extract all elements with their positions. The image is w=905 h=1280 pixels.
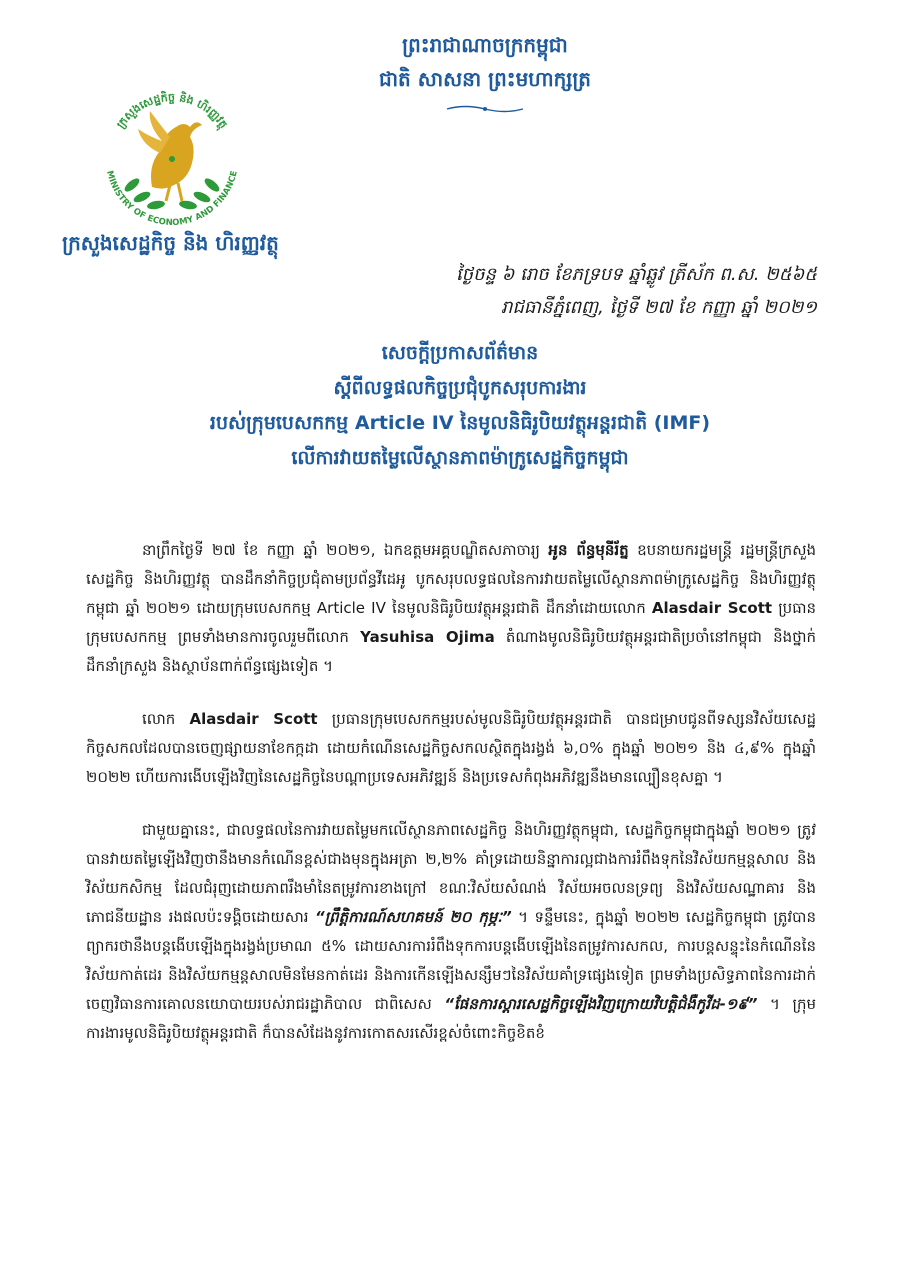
paragraph-2 <box>86 705 816 792</box>
title-line-2: ស្តីពីលទ្ធផលកិច្ចប្រជុំបូកសរុបការងារ <box>333 377 587 399</box>
paragraph-3 <box>86 816 816 1048</box>
kingdom-header <box>330 28 640 120</box>
paragraph-1 <box>86 536 816 681</box>
p1-text-d: តំណាងមូលនិធិរូបិយវត្ថុអន្តរជាតិប្រចាំនៅកម្ពុជា និងថ្នាក់ដឹកនាំក្រសួង និងស្ថាប័នពាក់ព័ន្ធផ្សេងទៀត ។ <box>86 628 816 675</box>
title-line-3: របស់ក្រុមបេសកកម្ម Article IV នៃមូលនិធិរូបិយវត្ថុអន្តរជាតិ (IMF) <box>209 412 711 434</box>
ornament-divider-icon <box>445 102 525 116</box>
solar-date: រាជធានីភ្នំពេញ, ថ្ងៃទី ២៧ ខែ កញ្ញា ឆ្នាំ ២០២១ <box>501 297 817 318</box>
p3-text-b: ។ ទន្ទឹមនេះ, ក្នុងឆ្នាំ ២០២២ សេដ្ឋកិច្ចកម្ពុជា ត្រូវបានព្យាករថានឹងបន្តងើបឡើងក្នុងរង្វង់ប្រមាណ ៥% ដោយសារការរំពឹងទុកការបន្តងើបឡើងនៃតម្រូវការសកល, ការបន្តសន្ទុះនៃកំណើននៃវិស័យកាត់ដេរ និងវិស័យកម្មន្តសាលមិនមែនកាត់ដេរ និងការកើនឡើងសន្សឹមៗនៃវិស័យគាំទ្រផ្សេងទៀត ព្រមទាំងប្រសិទ្ធភាពនៃការដាក់ចេញវិធានការគោលនយោបាយរបស់រាជរដ្ឋាភិបាល ជាពិសេស <box>86 908 816 1013</box>
logo-ring-text-kh: ក្រសួងសេដ្ឋកិច្ច និង ហិរញ្ញវត្ថុ <box>114 90 231 131</box>
lunar-date: ថ្ងៃចន្ទ ៦ រោច ខែភទ្របទ ឆ្នាំឆ្លូវ ត្រីស័ក ព.ស. ២៥៦៥ <box>455 264 817 285</box>
deputy-pm-name: អូន ព័ន្ធមុនីរ័ត្ន <box>548 541 629 559</box>
kingdom-title: ព្រះរាជាណាចក្រកម្ពុជា <box>402 33 568 57</box>
event-name: “ព្រឹត្តិការណ៍សហគមន៍ ២០ កុម្ភៈ” <box>314 908 512 926</box>
p1-text-b: ឧបនាយករដ្ឋមន្ត្រី រដ្ឋមន្ត្រីក្រសួងសេដ្ឋកិច្ច និងហិរញ្ញវត្ថុ បានដឹកនាំកិច្ចប្រជុំតាមប្រព័ន្ធវីដេអូ បូកសរុបលទ្ធផលនៃការវាយតម្លៃលើស្ថានភាពម៉ាក្រូសេដ្ឋកិច្ច និងហិរញ្ញវត្ថុកម្ពុជា ឆ្នាំ ២០២១ ដោយក្រុមបេសកកម្ម Article IV នៃមូលនិធិរូបិយវត្ថុអន្តរជាតិ ដឹកនាំដោយលោក <box>86 541 816 617</box>
p2-text-a: លោក <box>142 710 190 728</box>
p2-text-b: ប្រធានក្រុមបេសកកម្មរបស់មូលនិធិរូបិយវត្ថុអន្តរជាតិ បានជម្រាបជូនពីទស្សនវិស័យសេដ្ឋកិច្ចសកលដែលបានចេញផ្សាយនាខែកក្កដា ដោយកំណើនសេដ្ឋកិច្ចសកលស្ថិតក្នុងរង្វង់ ៦,០% ក្នុងឆ្នាំ ២០២១ និង ៤,៩% ក្នុងឆ្នាំ ២០២២ ហើយការងើបឡើងវិញនៃសេដ្ឋកិច្ចនៃបណ្តាប្រទេសអភិវឌ្ឍន៍ និងប្រទេសកំពុងអភិវឌ្ឍនឹងមានល្បឿនខុសគ្នា ។ <box>86 710 817 786</box>
p1-text-c: ប្រធានក្រុមបេសកកម្ម ព្រមទាំងមានការចូលរួមពីលោក <box>86 599 816 646</box>
document-body <box>86 536 816 1048</box>
mission-chief-name: Alasdair Scott <box>651 599 773 617</box>
ministry-logo <box>92 75 252 235</box>
title-line-4: លើការវាយតម្លៃលើស្ថានភាពម៉ាក្រូសេដ្ឋកិច្ចកម្ពុជា <box>291 447 629 469</box>
p3-text-a: ជាមួយគ្នានេះ, ជាលទ្ធផលនៃការវាយតម្លៃមកលើស្ថានភាពសេដ្ឋកិច្ច និងហិរញ្ញវត្ថុកម្ពុជា, សេដ្ឋកិច្ចកម្ពុជាក្នុងឆ្នាំ ២០២១ ត្រូវបានវាយតម្លៃឡើងវិញថានឹងមានកំណើនខ្ពស់ជាងមុនក្នុងអត្រា ២,២% គាំទ្រដោយនិន្នាការល្អជាងការរំពឹងទុកនៃវិស័យកម្មន្តសាល និងវិស័យកសិកម្ម ដែលជំរុញដោយភាពរឹងមាំនៃតម្រូវការខាងក្រៅ ខណៈវិស័យសំណង់ វិស័យអចលនទ្រព្យ និងវិស័យសណ្ឋាគារ និងភោជនីយដ្ឋាន រងផលប៉ះទង្គិចដោយសារ <box>86 821 816 926</box>
imf-representative-name: Yasuhisa Ojima <box>360 628 495 646</box>
logo-ring-text-en: MINISTRY OF ECONOMY AND FINANCE <box>104 169 240 229</box>
rooster-icon <box>138 111 202 201</box>
mission-chief-name: Alasdair Scott <box>189 710 318 728</box>
p1-text-a: នាព្រឹកថ្ងៃទី ២៧ ខែ កញ្ញា ឆ្នាំ ២០២១, ឯកឧត្តមអគ្គបណ្ឌិតសភាចារ្យ <box>142 541 549 559</box>
p3-text-c: ។ ក្រុមការងារមូលនិធិរូបិយវត្ថុអន្តរជាតិ ក៏បានសំដែងនូវការកោតសរសើរខ្ពស់ចំពោះកិច្ចខិតខំ <box>86 995 816 1042</box>
national-motto: ជាតិ សាសនា ព្រះមហាក្សត្រ <box>379 67 591 91</box>
recovery-plan-name: “ផែនការស្តារសេដ្ឋកិច្ចឡើងវិញក្រោយវិបត្តិជំងឺកូវីដ-១៩” <box>444 995 758 1013</box>
ministry-name: ក្រសួងសេដ្ឋកិច្ច និង ហិរញ្ញវត្ថុ <box>62 231 279 255</box>
title-line-1: សេចក្តីប្រកាសព័ត៌មាន <box>381 342 539 364</box>
press-release-title <box>120 336 800 476</box>
document-date <box>456 258 817 324</box>
